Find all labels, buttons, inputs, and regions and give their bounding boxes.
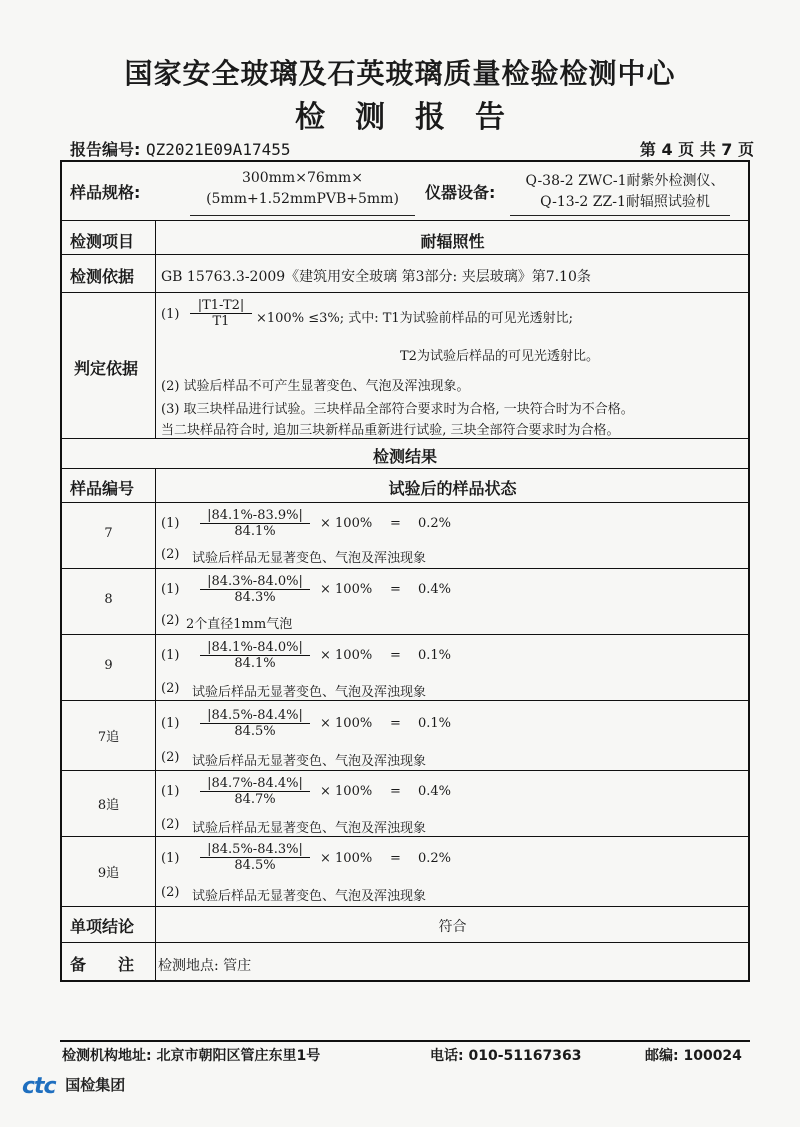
criteria-formula: [190, 298, 252, 329]
row-divider: [60, 568, 750, 569]
remarks-label: 备 注: [70, 955, 135, 974]
criteria-label: 判定依据: [74, 359, 139, 378]
test-basis-value: GB 15763.3-2009《建筑用安全玻璃 第3部分: 夹层玻璃》第7.10条: [161, 269, 591, 285]
row-divider: [60, 906, 750, 907]
result-formula: [200, 508, 310, 539]
row-divider: [60, 254, 750, 255]
prefix-1: (1): [161, 648, 180, 663]
formula-numerator: |84.5%-84.3%|: [200, 842, 310, 858]
ctc-logo-mark: ctc: [22, 1074, 56, 1099]
prefix-1: (1): [161, 582, 180, 597]
col-state: 试验后的样品状态: [388, 479, 517, 498]
result-note: 试验后样品无显著变色、气泡及浑浊现象: [192, 685, 427, 700]
conclusion-value: 符合: [438, 919, 467, 935]
ctc-logo: [22, 1074, 125, 1099]
criteria-1-prefix: (1): [161, 307, 180, 322]
formula-numerator: |84.7%-84.4%|: [200, 776, 310, 792]
result-value: 0.4%: [418, 582, 452, 597]
criteria-3b: 当二块样品符合时, 追加三块新样品重新进行试验, 三块全部符合要求时为合格。: [161, 423, 620, 438]
report-heading: 检测报告: [295, 100, 535, 135]
row-divider: [60, 502, 750, 503]
row-divider: [60, 634, 750, 635]
sample-spec-line1: 300mm×76mm×: [241, 170, 364, 186]
formula-numerator: |84.1%-84.0%|: [200, 640, 310, 656]
prefix-2: (2): [161, 750, 180, 765]
times-100: × 100%: [320, 851, 373, 866]
sample-spec-line2: (5mm+1.52mmPVB+5mm): [206, 191, 399, 207]
sample-id: 9: [104, 658, 113, 673]
row-divider: [60, 770, 750, 771]
ctc-logo-name: 国检集团: [65, 1076, 126, 1094]
col-sample-no: 样品编号: [70, 479, 135, 498]
report-number: [70, 137, 290, 160]
criteria-3: (3) 取三块样品进行试验。三块样品全部符合要求时为合格, 一块符合时为不合格。: [161, 402, 634, 417]
sample-spec-label: 样品规格:: [70, 183, 141, 202]
instrument-underline: [510, 215, 730, 216]
result-value: 0.1%: [418, 716, 452, 731]
formula-denominator: 84.3%: [234, 590, 276, 605]
prefix-2: (2): [161, 817, 180, 832]
instrument-label: 仪器设备:: [425, 183, 496, 202]
criteria-1-text: ×100% ≤3%; 式中: T1为试验前样品的可见光透射比;: [256, 311, 574, 326]
times-100: × 100%: [320, 516, 373, 531]
instrument-line1: Q-38-2 ZWC-1耐紫外检测仪、: [525, 173, 725, 189]
result-value: 0.2%: [418, 516, 452, 531]
result-note: 试验后样品无显著变色、气泡及浑浊现象: [192, 821, 427, 836]
row-divider: [60, 438, 750, 439]
conclusion-label: 单项结论: [70, 917, 135, 936]
footer-postcode: 邮编: 100024: [645, 1048, 742, 1064]
result-note: 试验后样品无显著变色、气泡及浑浊现象: [192, 551, 427, 566]
results-title: 检测结果: [372, 447, 437, 466]
criteria-formula-numerator: |T1-T2|: [190, 298, 252, 314]
column-divider: [155, 220, 156, 438]
equals-sign: =: [390, 516, 401, 531]
instrument-line2: Q-13-2 ZZ-1耐辐照试验机: [540, 194, 710, 210]
row-divider: [60, 292, 750, 293]
test-item-value: 耐辐照性: [420, 232, 485, 251]
equals-sign: =: [390, 851, 401, 866]
times-100: × 100%: [320, 648, 373, 663]
prefix-2: (2): [161, 885, 180, 900]
prefix-2: (2): [161, 547, 180, 562]
sample-id: 9追: [97, 866, 120, 881]
result-value: 0.2%: [418, 851, 452, 866]
row-divider: [60, 700, 750, 701]
row-divider: [60, 836, 750, 837]
footer-address: 检测机构地址: 北京市朝阳区管庄东里1号: [62, 1048, 321, 1064]
formula-numerator: |84.1%-83.9%|: [200, 508, 310, 524]
result-formula: [200, 574, 310, 605]
prefix-2: (2): [161, 681, 180, 696]
equals-sign: =: [390, 582, 401, 597]
sample-id: 7: [104, 526, 113, 541]
formula-denominator: 84.5%: [234, 858, 276, 873]
formula-numerator: |84.3%-84.0%|: [200, 574, 310, 590]
row-divider: [60, 468, 750, 469]
result-note: 试验后样品无显著变色、气泡及浑浊现象: [192, 889, 427, 904]
remarks-value: 检测地点: 管庄: [158, 958, 252, 974]
document-title: 国家安全玻璃及石英玻璃质量检验检测中心: [124, 57, 676, 90]
sample-id: 8追: [97, 798, 120, 813]
sample-id: 7追: [97, 730, 120, 745]
times-100: × 100%: [320, 582, 373, 597]
equals-sign: =: [390, 648, 401, 663]
times-100: × 100%: [320, 716, 373, 731]
prefix-1: (1): [161, 716, 180, 731]
criteria-1-text2: T2为试验后样品的可见光透射比。: [400, 349, 599, 364]
times-100: × 100%: [320, 784, 373, 799]
footer-divider: [60, 1040, 750, 1042]
formula-denominator: 84.7%: [234, 792, 276, 807]
result-value: 0.4%: [418, 784, 452, 799]
result-formula: [200, 708, 310, 739]
criteria-formula-denominator: T1: [212, 314, 230, 329]
test-item-label: 检测项目: [70, 232, 135, 251]
row-divider: [60, 942, 750, 943]
report-number-label: 报告编号:: [70, 140, 141, 159]
formula-denominator: 84.5%: [234, 724, 276, 739]
formula-numerator: |84.5%-84.4%|: [200, 708, 310, 724]
row-divider: [60, 220, 750, 221]
equals-sign: =: [390, 784, 401, 799]
criteria-2: (2) 试验后样品不可产生显著变色、气泡及浑浊现象。: [161, 379, 470, 394]
formula-denominator: 84.1%: [234, 524, 276, 539]
result-formula: [200, 776, 310, 807]
sample-id: 8: [104, 592, 113, 607]
prefix-1: (1): [161, 516, 180, 531]
formula-denominator: 84.1%: [234, 656, 276, 671]
spec-underline: [190, 215, 415, 216]
column-divider: [155, 468, 156, 982]
report-number-value: QZ2021E09A17455: [145, 140, 291, 159]
prefix-1: (1): [161, 851, 180, 866]
page-info: 第 4 页 共 7 页: [639, 140, 754, 159]
result-note: 2个直径1mm气泡: [186, 617, 293, 632]
prefix-2: (2): [161, 613, 180, 628]
footer-phone: 电话: 010-51167363: [430, 1048, 582, 1064]
result-formula: [200, 842, 310, 873]
result-note: 试验后样品无显著变色、气泡及浑浊现象: [192, 754, 427, 769]
prefix-1: (1): [161, 784, 180, 799]
result-formula: [200, 640, 310, 671]
result-value: 0.1%: [418, 648, 452, 663]
equals-sign: =: [390, 716, 401, 731]
test-basis-label: 检测依据: [70, 267, 135, 286]
